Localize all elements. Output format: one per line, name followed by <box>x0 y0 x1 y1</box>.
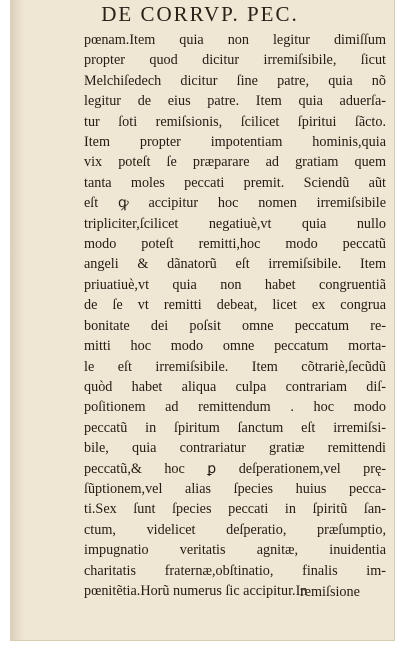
body-text <box>84 30 386 601</box>
text-line: legitur de eius patre. Item quia aduerſa- <box>84 93 386 110</box>
text-line: priuatiuè,vt quia non habet congruentiã <box>84 276 386 293</box>
text-line: Item propter impotentiam hominis,quia <box>84 134 386 151</box>
gutter-shadow <box>10 0 24 640</box>
text-line: ti.Sex ſunt ſpecies peccati in ſpiritũ ſan- <box>84 501 386 518</box>
text-line: Melchiſedech dicitur ſine patre, quia nõ <box>84 72 386 89</box>
text-line: vix poteſt ſe præparare ad gratiam quem <box>84 154 386 171</box>
text-line: tur ſoti remiſsionis, ſcilicet ſpiritui ſãcto. <box>84 113 386 130</box>
text-line: tanta moles peccati premit. Sciendũ aũt <box>84 174 386 191</box>
catchword: remiſsione <box>300 584 360 600</box>
text-line: poſitionem ad remittendum . hoc modo <box>84 399 386 416</box>
text-line: le eſt irremiſsibile. Item cõtrariè,ſecũdũ <box>84 358 386 375</box>
text-line: pœnitẽtia.Horũ numerus ſic accipitur.In <box>84 582 308 599</box>
text-line: mitti hoc modo omne peccatum morta- <box>84 338 386 355</box>
text-line: quòd habet aliqua culpa contrariam diſ- <box>84 378 386 395</box>
text-line: charitatis fraternæ,obſtinatio, finalis im- <box>84 562 386 579</box>
text-line: bonitate dei poſsit omne peccatum re- <box>84 317 386 334</box>
text-line: impugnatio veritatis agnitæ, inuidentia <box>84 542 386 559</box>
text-line: de ſe vt remitti debeat, licet ex congrua <box>84 297 386 314</box>
text-line: ſũptionem,vel alias ſpecies huius pecca- <box>84 480 386 497</box>
text-line: propter quod dicitur irremiſsibile, ſicut <box>84 52 386 69</box>
text-line: ctum, videlicet deſperatio, præſumptio, <box>84 521 386 538</box>
text-line: angeli & dãnatorũ eſt irremiſsibile. Item <box>84 256 386 273</box>
text-line: eſt ꝙ accipitur hoc nomen irremiſsibile <box>84 195 386 212</box>
text-line: tripliciter,ſcilicet negatiuè,vt quia nullo <box>84 215 386 232</box>
text-line: modo poteſt remitti,hoc modo peccatũ <box>84 236 386 253</box>
running-head: DE CORRVP. PEC. <box>101 2 299 26</box>
text-line: peccatũ,& hoc ꝑ deſperationem,vel prę- <box>84 460 386 477</box>
text-line: pœnam.Item quia non legitur dimiſſum <box>84 32 386 48</box>
text-line: peccatũ in ſpiritum ſanctum eſt irremiſsi- <box>84 419 386 436</box>
text-line: bile, quia contrariatur gratiæ remittendi <box>84 440 386 457</box>
